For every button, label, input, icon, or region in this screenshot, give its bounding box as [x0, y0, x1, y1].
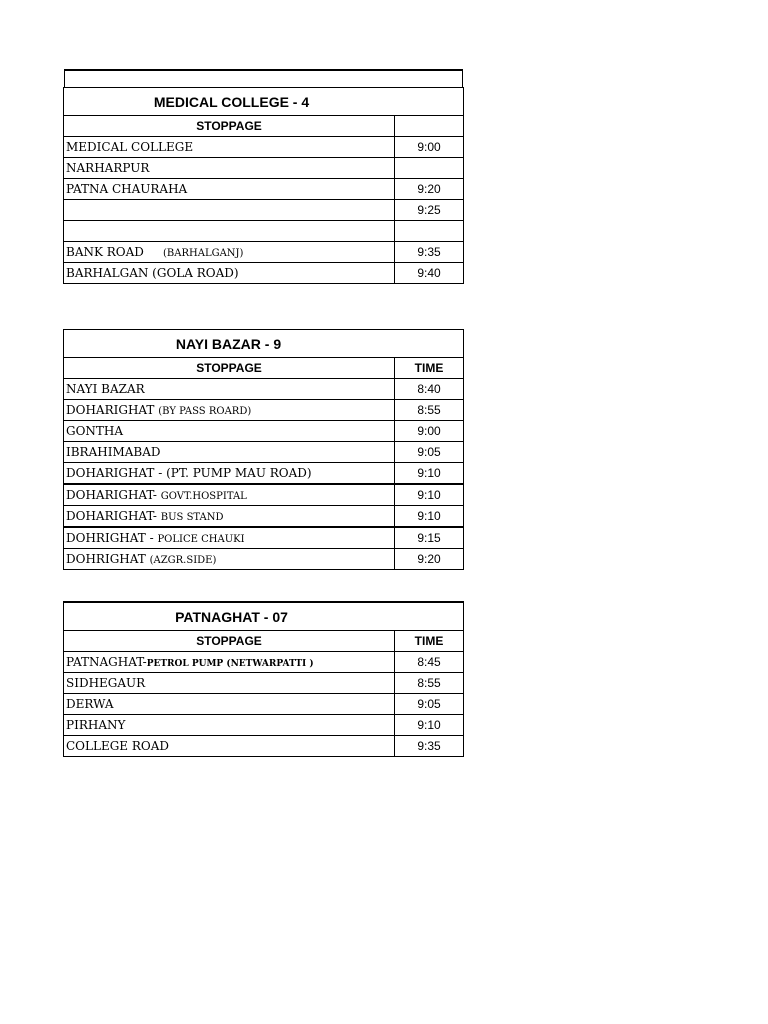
- top-border-line: [64, 69, 463, 87]
- stop-name: DOHARIGHAT - (PT. PUMP MAU ROAD): [64, 463, 395, 485]
- stop-time: 9:35: [395, 736, 464, 757]
- stop-name: BANK ROAD (BARHALGANJ): [64, 242, 395, 263]
- stop-name: NARHARPUR: [64, 158, 395, 179]
- stop-name: MEDICAL COLLEGE: [64, 137, 395, 158]
- table-row: [64, 673, 464, 694]
- stop-name: [64, 221, 395, 242]
- table-row: [64, 242, 464, 263]
- table-row: [64, 179, 464, 200]
- column-header-stoppage: STOPPAGE: [64, 631, 395, 652]
- stop-time: 8:45: [395, 652, 464, 673]
- table-title: PATNAGHAT - 07: [64, 602, 464, 631]
- table-row: [64, 221, 464, 242]
- stop-time: 9:10: [395, 715, 464, 736]
- stop-time: 9:05: [395, 694, 464, 715]
- stop-time: 9:00: [395, 137, 464, 158]
- column-header-stoppage: STOPPAGE: [64, 116, 395, 137]
- stop-name: DOHRIGHAT - POLICE CHAUKI: [64, 527, 395, 549]
- table-row: [64, 506, 464, 528]
- table-row: [64, 400, 464, 421]
- stop-time: 9:00: [395, 421, 464, 442]
- stop-name: [64, 200, 395, 221]
- table-row: [64, 484, 464, 506]
- stop-name: PIRHANY: [64, 715, 395, 736]
- stop-time: 9:35: [395, 242, 464, 263]
- stop-name: DOHARIGHAT- BUS STAND: [64, 506, 395, 528]
- stop-time: 9:10: [395, 463, 464, 485]
- table-row: [64, 158, 464, 179]
- route-table-medical-college: [63, 87, 464, 284]
- stop-time: [395, 158, 464, 179]
- stop-time: 9:10: [395, 506, 464, 528]
- table-title: MEDICAL COLLEGE - 4: [64, 88, 464, 116]
- table-row: [64, 694, 464, 715]
- stop-name: DERWA: [64, 694, 395, 715]
- stop-name: SIDHEGAUR: [64, 673, 395, 694]
- stop-time: 8:55: [395, 673, 464, 694]
- route-table-patnaghat: [63, 601, 464, 757]
- stop-time: [395, 221, 464, 242]
- column-header-stoppage: STOPPAGE: [64, 358, 395, 379]
- table-row: [64, 736, 464, 757]
- column-header-time: TIME: [395, 631, 464, 652]
- stop-time: 9:05: [395, 442, 464, 463]
- stop-name: PATNA CHAURAHA: [64, 179, 395, 200]
- table-row: [64, 137, 464, 158]
- stop-time: 9:20: [395, 179, 464, 200]
- column-header-time: TIME: [395, 358, 464, 379]
- stop-name: COLLEGE ROAD: [64, 736, 395, 757]
- table-row: [64, 263, 464, 284]
- table-row: [64, 379, 464, 400]
- stop-time: 9:15: [395, 527, 464, 549]
- stop-time: 8:55: [395, 400, 464, 421]
- stop-name: DOHARIGHAT- GOVT.HOSPITAL: [64, 484, 395, 506]
- stop-time: 8:40: [395, 379, 464, 400]
- table-title: NAYI BAZAR - 9: [64, 330, 464, 358]
- stop-name: DOHARIGHAT (BY PASS ROARD): [64, 400, 395, 421]
- table-row: [64, 463, 464, 485]
- stop-name: PATNAGHAT-PETROL PUMP (NETWARPATTI ): [64, 652, 395, 673]
- table-row: [64, 652, 464, 673]
- stop-time: 9:20: [395, 549, 464, 570]
- table-row: [64, 421, 464, 442]
- stop-name: DOHRIGHAT (AZGR.SIDE): [64, 549, 395, 570]
- stop-time: 9:40: [395, 263, 464, 284]
- table-row: [64, 200, 464, 221]
- table-row: [64, 715, 464, 736]
- table-row: [64, 527, 464, 549]
- stop-time: 9:10: [395, 484, 464, 506]
- column-header-time: [395, 116, 464, 137]
- table-row: [64, 442, 464, 463]
- route-table-nayi-bazar: [63, 329, 464, 570]
- stop-name: GONTHA: [64, 421, 395, 442]
- table-row: [64, 549, 464, 570]
- stop-time: 9:25: [395, 200, 464, 221]
- stop-name: NAYI BAZAR: [64, 379, 395, 400]
- stop-name: BARHALGAN (GOLA ROAD): [64, 263, 395, 284]
- stop-name: IBRAHIMABAD: [64, 442, 395, 463]
